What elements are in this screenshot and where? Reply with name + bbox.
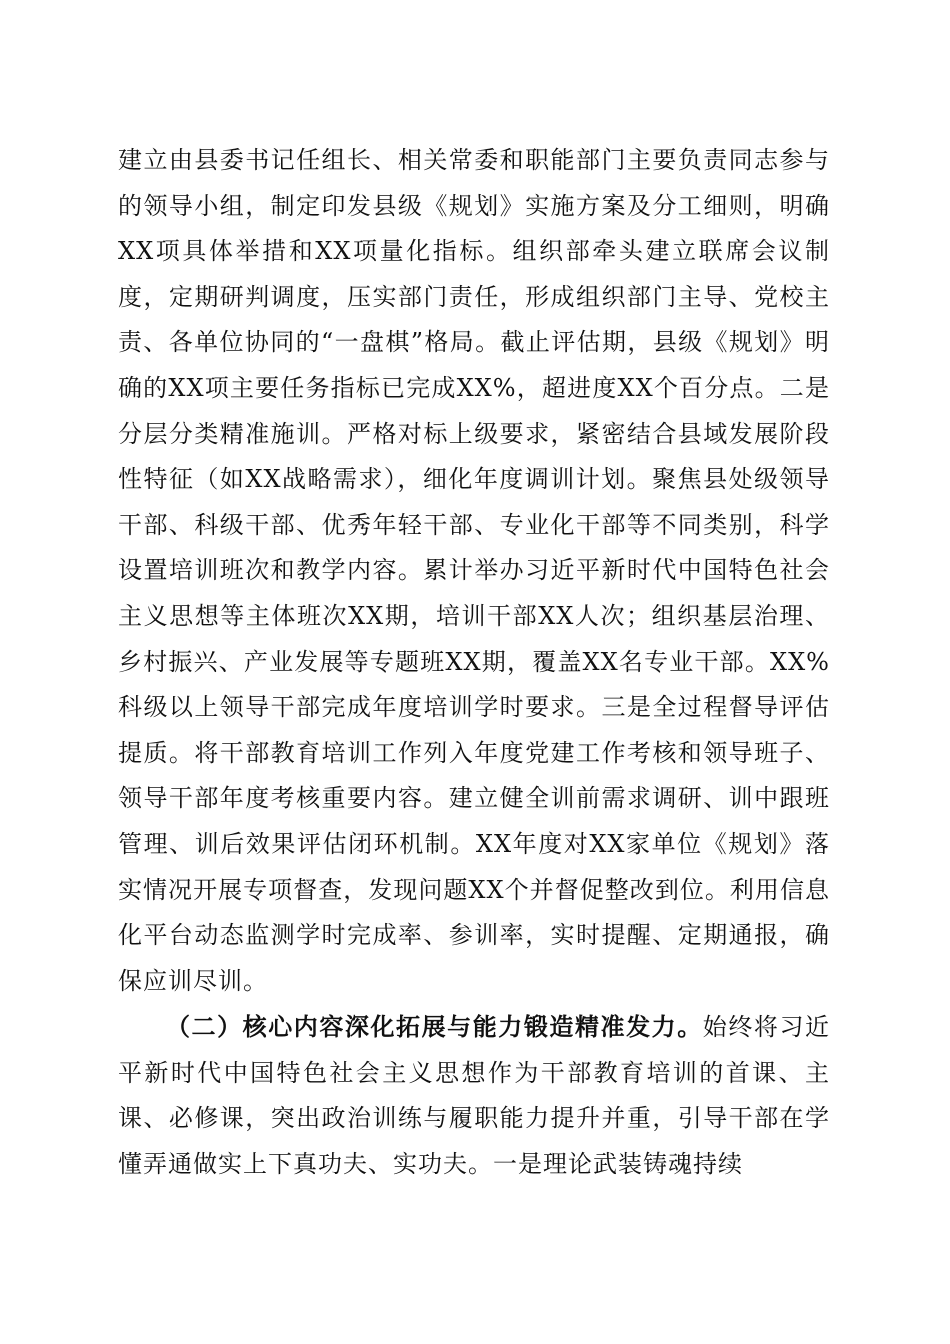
section-body: 始终将习近平新时代中国特色社会主义思想作为干部教育培训的首课、主课、必修课，突出政治训练与履职能力提升并重，引导干部在学懂弄通做实上下真功夫、实功夫。一是理论武装铸魂持续 [118,1013,831,1179]
section-heading: （二）核心内容深化拓展与能力锻造精准发力。 [166,1012,703,1042]
paragraph-continued: 建立由县委书记任组长、相关常委和职能部门主要负责同志参与的领导小组，制定印发县级《规划》实施方案及分工细则，明确XX项具体举措和XX项量化指标。组织部牵头建立联席会议制度，定期研判调度，压实部门责任，形成组织部门主导、党校主责、各单位协同的“一盘棋”格局。截止评估期，县级《规划》明确的XX项主要任务指标已完成XX%，超进度XX个百分点。二是分层分类精准施训。严格对标上级要求，紧密结合县域发展阶段性特征（如XX战略需求），细化年度调训计划。聚焦县处级领导干部、科级干部、优秀年轻干部、专业化干部等不同类别，科学设置培训班次和教学内容。累计举办习近平新时代中国特色社会主义思想等主体班次XX期，培训干部XX人次；组织基层治理、乡村振兴、产业发展等专题班XX期，覆盖XX名专业干部。XX%科级以上领导干部完成年度培训学时要求。三是全过程督导评估提质。将干部教育培训工作列入年度党建工作考核和领导班子、领导干部年度考核重要内容。建立健全训前需求调研、训中跟班管理、训后效果评估闭环机制。XX年度对XX家单位《规划》落实情况开展专项督查，发现问题XX个并督促整改到位。利用信息化平台动态监测学时完成率、参训率，实时提醒、定期通报，确保应训尽训。 [118,146,830,995]
paragraph-section-two [118,1004,830,1187]
document-body [118,138,830,1188]
